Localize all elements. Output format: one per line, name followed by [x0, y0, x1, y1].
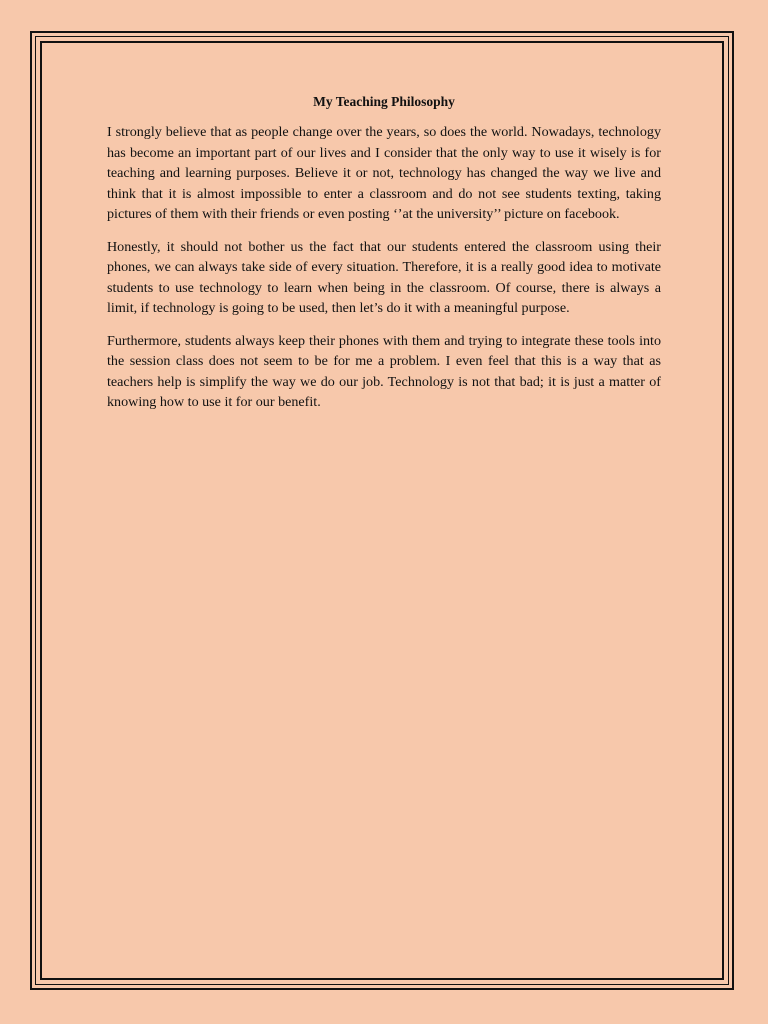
paragraph-2: Honestly, it should not bother us the fact that our students entered the classroom using their phones, we can always take side of every situation. Therefore, it is a really good idea to motivate students to use technology to learn when being in the classroom. Of course, there is always a limit, if technology is going to be used, then let’s do it with a meaningful purpose.	[107, 238, 661, 316]
document-title: My Teaching Philosophy	[313, 94, 455, 109]
paragraph-1: I strongly believe that as people change over the years, so does the world. Nowadays, technology has become an important part of our lives and I consider that the only way to use it wisely is for teaching and learning purposes. Believe it or not, technology has changed the way we live and think that it is almost impossible to enter a classroom and do not see students texting, taking pictures of them with their friends or even posting ‘’at the university’’ picture on facebook.	[107, 124, 661, 222]
paragraph-3: Furthermore, students always keep their phones with them and trying to integrate these tools into the session class does not seem to be for me a problem. I even feel that this is a way that as teachers help is simplify the way we do our job. Technology is not that bad; it is just a matter of knowing how to use it for our benefit.	[107, 332, 661, 410]
document-body	[107, 92, 661, 425]
